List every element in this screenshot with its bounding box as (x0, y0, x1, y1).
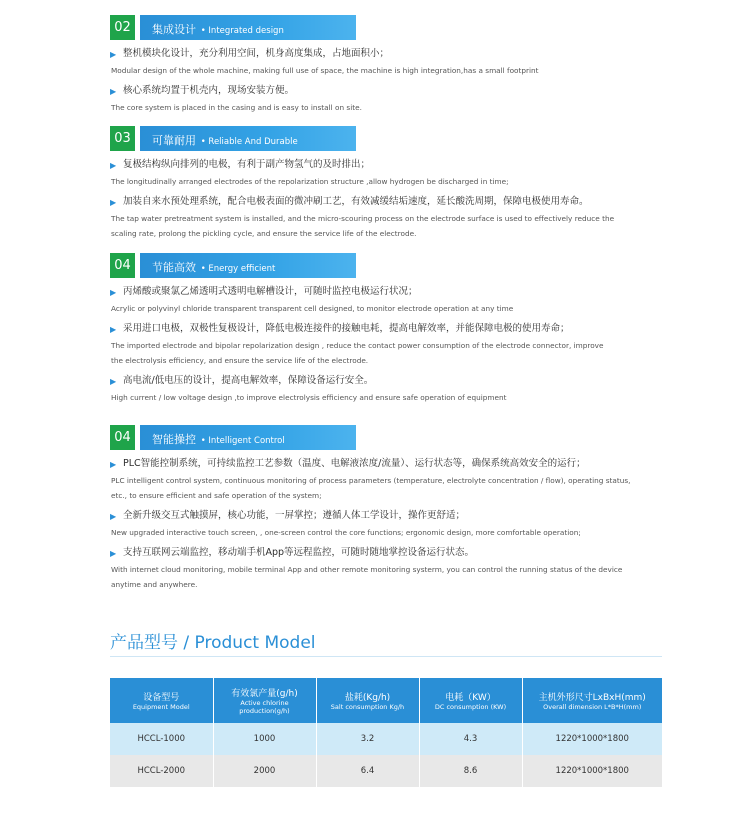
feature-item (110, 546, 640, 560)
cell-power: 8.6 (419, 755, 522, 787)
triangle-right-icon: ▶ (110, 198, 117, 207)
cell-chlorine: 2000 (213, 755, 316, 787)
feature-en: The tap water pretreatment system is installed, and the micro-scouring process on the electrode surface is used to effectively reduce the scaling rate, prolong the pickling cycle, and ensure the service life of the electrode. (111, 214, 615, 238)
cell-dimension: 1220*1000*1800 (522, 723, 662, 755)
section-number: 04 (110, 425, 135, 450)
section-integrated-design (110, 15, 640, 115)
section-title-en: Reliable And Durable (208, 137, 298, 147)
feature-cn: 支持互联网云端监控，移动端手机App等远程监控，可随时随地掌控设备运行状态。 (123, 547, 475, 558)
section-title-en: Integrated design (208, 26, 284, 36)
triangle-right-icon: ▶ (110, 288, 117, 297)
cell-model: HCCL-1000 (110, 723, 213, 755)
cell-salt: 3.2 (316, 723, 419, 755)
triangle-right-icon: ▶ (110, 512, 117, 521)
section-banner (110, 126, 356, 151)
section-title-en: Energy efficient (208, 264, 276, 274)
feature-item (110, 509, 640, 523)
triangle-right-icon: ▶ (110, 549, 117, 558)
feature-cn: 加装自来水预处理系统，配合电极表面的微冲刷工艺，有效减缓结垢速度，延长酸洗周期，保障电极使用寿命。 (123, 196, 589, 207)
section-intelligent-control (110, 425, 640, 592)
feature-en: The imported electrode and bipolar repolarization design , reduce the contact power consumption of the electrode connector, improve the electrolysis efficiency, and ensure the service life of the electrode. (111, 341, 604, 365)
feature-item (110, 47, 640, 61)
feature-en: With internet cloud monitoring, mobile terminal App and other remote monitoring systerm, you can control the running status of the device anytime and anywhere. (111, 565, 623, 589)
feature-item (110, 285, 640, 299)
table-row (110, 723, 662, 755)
feature-item (110, 322, 640, 336)
triangle-right-icon: ▶ (110, 325, 117, 334)
table-header-row (110, 678, 662, 723)
feature-cn: 高电流/低电压的设计，提高电解效率，保障设备运行安全。 (123, 375, 374, 386)
feature-en: New upgraded interactive touch screen, , one-screen control the core functions; ergonomic design, more comfortable operation; (111, 528, 581, 537)
feature-en: Acrylic or polyvinyl chloride transparent transparent cell designed, to monitor electrode operation at any time (111, 304, 514, 313)
feature-cn: 采用进口电极，双极性复极设计，降低电极连接件的接触电耗，提高电解效率，并能保障电极的使用寿命； (123, 323, 570, 334)
feature-cn: 整机模块化设计，充分利用空间，机身高度集成，占地面积小； (123, 48, 390, 59)
triangle-right-icon: ▶ (110, 87, 117, 96)
cell-dimension: 1220*1000*1800 (522, 755, 662, 787)
product-model-table (110, 678, 662, 787)
feature-item (110, 374, 640, 388)
cell-chlorine: 1000 (213, 723, 316, 755)
feature-en: The core system is placed in the casing and is easy to install on site. (111, 103, 362, 112)
feature-cn: 全新升级交互式触摸屏，核心功能，一屏掌控；遵循人体工学设计，操作更舒适； (123, 510, 466, 521)
section-reliable-durable (110, 126, 640, 241)
section-number: 03 (110, 126, 135, 151)
feature-cn: 核心系统均置于机壳内，现场安装方便。 (123, 85, 295, 96)
feature-item (110, 457, 640, 471)
title-divider (110, 656, 662, 657)
product-model-title: 产品型号 / Product Model (110, 633, 316, 653)
feature-en: High current / low voltage design ,to improve electrolysis efficiency and ensure safe operation of equipment (111, 393, 507, 402)
cell-model: HCCL-2000 (110, 755, 213, 787)
feature-en: PLC intelligent control system, continuous monitoring of process parameters (temperature, electrolyte concentration / flow), operating status, etc., to ensure efficient and safe operation of the system; (111, 476, 631, 500)
triangle-right-icon: ▶ (110, 161, 117, 170)
header-active-chlorine: 有效氯产量(g/h) Active chlorine production(g/h) (213, 678, 316, 723)
section-title-cn: 节能高效 (152, 261, 196, 274)
section-title-cn: 集成设计 (152, 23, 196, 36)
feature-cn: 丙烯酸或聚氯乙烯透明式透明电解槽设计，可随时监控电极运行状况； (123, 286, 418, 297)
triangle-right-icon: ▶ (110, 50, 117, 59)
header-overall-dimension: 主机外形尺寸LxBxH(mm) Overall dimension L*B*H(mm) (522, 678, 662, 723)
triangle-right-icon: ▶ (110, 377, 117, 386)
cell-salt: 6.4 (316, 755, 419, 787)
section-title-bar: 集成设计 • Integrated design (140, 15, 356, 40)
cell-power: 4.3 (419, 723, 522, 755)
section-title-bar: 可靠耐用 • Reliable And Durable (140, 126, 356, 151)
feature-item (110, 84, 640, 98)
feature-en: Modular design of the whole machine, making full use of space, the machine is high integration,has a small footprint (111, 66, 539, 75)
section-title-bar: 节能高效 • Energy efficient (140, 253, 356, 278)
section-title-cn: 智能操控 (152, 433, 196, 446)
section-energy-efficient (110, 253, 640, 405)
table-row (110, 755, 662, 787)
section-banner (110, 15, 356, 40)
feature-cn: PLC智能控制系统，可持续监控工艺参数（温度、电解液浓度/流量）、运行状态等，确保系统高效安全的运行； (123, 458, 586, 469)
section-title-cn: 可靠耐用 (152, 134, 196, 147)
header-dc-consumption: 电耗（KW） DC consumption (KW) (419, 678, 522, 723)
feature-en: The longitudinally arranged electrodes of the repolarization structure ,allow hydrogen be discharged in time; (111, 177, 509, 186)
section-number: 04 (110, 253, 135, 278)
triangle-right-icon: ▶ (110, 460, 117, 469)
header-salt-consumption: 盐耗(Kg/h) Salt consumption Kg/h (316, 678, 419, 723)
section-number: 02 (110, 15, 135, 40)
section-title-en: Intelligent Control (208, 436, 285, 446)
section-title-bar: 智能操控 • Intelligent Control (140, 425, 356, 450)
feature-item (110, 195, 640, 209)
feature-item (110, 158, 640, 172)
section-banner (110, 425, 356, 450)
section-banner (110, 253, 356, 278)
feature-cn: 复极结构纵向排列的电极，有利于副产物氢气的及时排出； (123, 159, 371, 170)
header-equipment-model: 设备型号 Equipment Model (110, 678, 213, 723)
